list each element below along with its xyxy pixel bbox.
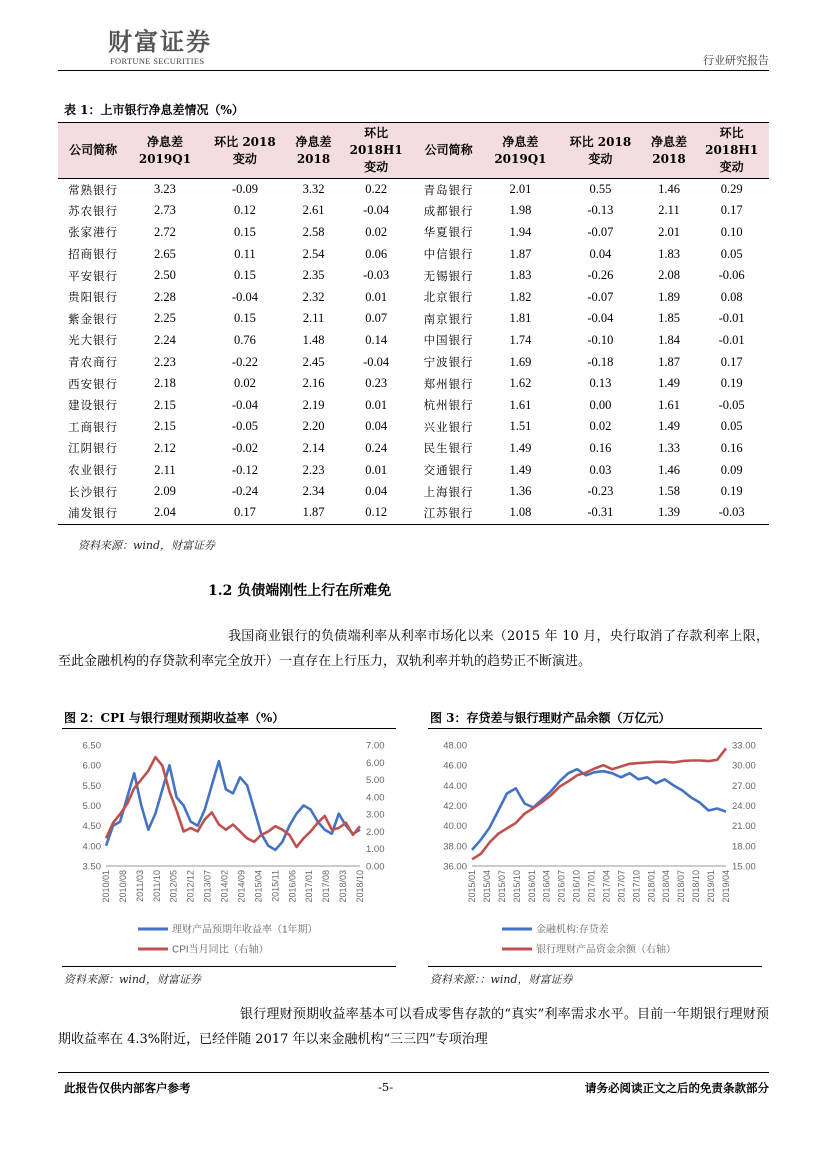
figure2-top-rule (62, 728, 396, 729)
x-tick-label: 2015/01 (467, 870, 477, 903)
table-cell: 2.34 (302, 484, 325, 499)
deposit-loan-gap-chart (428, 732, 762, 964)
x-tick-label: 2016/04 (541, 870, 552, 903)
table-cell: 无锡银行 (423, 268, 474, 283)
x-tick-label: 2013/07 (202, 870, 213, 903)
table-cell: 平安银行 (68, 268, 119, 283)
y-tick-label: 44.00 (443, 780, 467, 792)
table-cell: 0.15 (234, 268, 256, 283)
table-cell: 紫金银行 (68, 311, 119, 326)
table-cell: 2.15 (154, 397, 176, 412)
table-cell: -0.18 (587, 354, 614, 369)
table-cell: 2.18 (154, 376, 176, 391)
x-tick-label: 2014/09 (236, 870, 247, 903)
table-cell: -0.31 (557, 502, 644, 524)
table-cell: 2.09 (154, 484, 176, 499)
legend-label: 银行理财产品资金余额（右轴） (536, 944, 676, 956)
table-cell: 0.16 (589, 440, 612, 455)
table-cell: 0.08 (720, 289, 743, 304)
table-cell: 2.16 (302, 376, 325, 391)
table-cell: -0.10 (587, 332, 614, 347)
y2-tick-label: 3.00 (366, 809, 385, 821)
table-cell: 2.58 (302, 224, 325, 239)
table-cell: -0.04 (231, 289, 258, 304)
y2-tick-label: 18.00 (732, 841, 756, 853)
table-row (58, 438, 769, 460)
legend-label: 金融机构:存贷差 (536, 924, 609, 936)
x-tick-label: 2015/04 (253, 870, 264, 903)
table-cell: 0.19 (720, 484, 743, 499)
table-header-cell: 环比 2018 变动 (557, 123, 644, 179)
y2-tick-label: 2.00 (366, 826, 385, 838)
y2-tick-label: 27.00 (732, 780, 756, 792)
x-tick-label: 2017/01 (304, 870, 315, 903)
table-cell: 贵阳银行 (68, 290, 119, 305)
x-tick-label: 2016/10 (571, 870, 582, 903)
table-cell: 0.22 (365, 182, 388, 197)
table-cell: 北京银行 (423, 290, 474, 305)
table-cell: -0.02 (231, 440, 258, 455)
table-cell: 1.39 (644, 502, 695, 524)
table-cell: 1.87 (509, 246, 532, 261)
x-tick-label: 2016/01 (526, 870, 537, 903)
x-tick-label: 2015/07 (496, 870, 507, 903)
table-cell: 0.16 (720, 440, 743, 455)
table-header-cell: 净息差 2018 (288, 123, 339, 179)
table-cell: 1.49 (658, 376, 680, 391)
x-tick-label: 2018/07 (676, 870, 687, 903)
report-type: 行业研究报告 (703, 54, 769, 67)
legend-label: 理财产品预期年收益率（1年期） (172, 924, 318, 936)
table-cell: -0.03 (363, 268, 390, 283)
table-row (58, 416, 769, 438)
table-cell: 江苏银行 (413, 502, 483, 524)
table-cell: 0.02 (365, 224, 388, 239)
table-cell: -0.06 (718, 268, 745, 283)
table-cell: 0.01 (365, 289, 388, 304)
table-cell: 0.04 (365, 419, 388, 434)
table-cell: -0.04 (231, 397, 258, 412)
y2-tick-label: 33.00 (732, 740, 756, 752)
y-tick-label: 46.00 (443, 760, 467, 772)
table-cell: 0.12 (234, 203, 256, 218)
table-cell: 0.55 (589, 182, 612, 197)
table-cell: 苏农银行 (68, 203, 119, 218)
table-cell: 0.15 (234, 224, 256, 239)
table-cell: 江阴银行 (68, 441, 119, 456)
table-cell: 0.19 (720, 376, 743, 391)
table-cell: 张家港行 (68, 225, 119, 240)
table-cell: 0.01 (365, 397, 388, 412)
table-cell: 宁波银行 (423, 355, 474, 370)
table-row (58, 351, 769, 373)
table-source: 资料来源：wind，财富证券 (78, 539, 216, 552)
table-cell: 民生银行 (423, 441, 474, 456)
y-tick-label: 6.00 (82, 760, 101, 772)
table-cell: 常熟银行 (68, 182, 119, 197)
table-cell: 郑州银行 (423, 376, 474, 391)
figure3-title: 图 3：存贷差与银行理财产品余额（万亿元） (430, 711, 671, 725)
table-cell: 0.00 (589, 397, 612, 412)
table-row (58, 481, 769, 503)
y-tick-label: 4.00 (82, 841, 101, 853)
table-cell: 0.03 (589, 462, 612, 477)
table-cell: -0.04 (587, 311, 614, 326)
table-cell: -0.23 (587, 484, 614, 499)
table-cell: 2.12 (154, 440, 176, 455)
table-cell: 1.81 (509, 311, 532, 326)
x-tick-label: 2018/10 (691, 870, 702, 903)
table-cell: 工商银行 (68, 419, 119, 434)
table-cell: 0.76 (234, 332, 256, 347)
y2-tick-label: 0.00 (366, 861, 385, 873)
series-line-1 (472, 769, 726, 850)
y2-tick-label: 6.00 (366, 757, 385, 769)
table-cell: 2.01 (658, 224, 680, 239)
page-number: -5- (378, 1080, 394, 1094)
x-tick-label: 2011/10 (151, 870, 162, 902)
x-tick-label: 2018/10 (355, 870, 365, 903)
table-cell: 1.98 (509, 203, 532, 218)
table-cell: 2.14 (302, 440, 325, 455)
table-header-cell: 净息差 2019Q1 (484, 123, 557, 179)
table-cell: 1.87 (288, 502, 339, 524)
table-cell: 浦发银行 (58, 502, 128, 524)
table-cell: 1.83 (658, 246, 680, 261)
table-cell: 2.04 (128, 502, 201, 524)
table-row (58, 200, 769, 222)
footer-notice: 此报告仅供内部客户参考 (64, 1081, 191, 1095)
table-cell: 2.11 (154, 462, 176, 477)
y2-tick-label: 21.00 (732, 821, 756, 833)
table-cell: 1.49 (509, 440, 532, 455)
table-cell: 1.94 (509, 224, 532, 239)
table-row (58, 243, 769, 265)
table-header-cell: 公司简称 (58, 123, 128, 179)
table-cell: 0.17 (720, 354, 743, 369)
table-cell: 0.15 (234, 311, 256, 326)
table-cell: 1.08 (484, 502, 557, 524)
table-cell: 0.11 (234, 246, 256, 261)
table-cell: 1.49 (658, 419, 680, 434)
table-cell: -0.01 (718, 332, 745, 347)
x-tick-label: 2017/07 (616, 870, 627, 903)
x-tick-label: 2017/04 (601, 870, 612, 903)
x-tick-label: 2010/01 (101, 870, 111, 903)
table-cell: 0.04 (365, 484, 388, 499)
table-row (58, 330, 769, 352)
y-tick-label: 5.50 (82, 780, 101, 792)
y2-tick-label: 5.00 (366, 775, 385, 787)
section-title: 1.2 负债端刚性上行在所难免 (208, 583, 392, 599)
y2-tick-label: 4.00 (366, 792, 385, 804)
table-cell: 南京银行 (423, 311, 474, 326)
table-cell: 2.32 (302, 289, 325, 304)
series-line-2 (472, 748, 726, 859)
cpi-wmp-yield-chart (62, 732, 396, 964)
table-row (58, 394, 769, 416)
footer-disclaimer: 请务必阅读正文之后的免责条款部分 (585, 1081, 769, 1095)
figure2-bottom-rule (62, 966, 396, 967)
table-cell: 建设银行 (68, 398, 119, 413)
header-divider (58, 70, 769, 71)
y-tick-label: 6.50 (82, 740, 101, 752)
table-cell: 1.48 (302, 332, 325, 347)
table-cell: 2.11 (302, 311, 325, 326)
x-tick-label: 2019/01 (706, 870, 717, 903)
table-cell: 1.46 (658, 462, 680, 477)
table-cell: 1.74 (509, 332, 532, 347)
nim-table (58, 122, 769, 525)
table-cell: 1.46 (658, 182, 680, 197)
table-cell: 华夏银行 (423, 225, 474, 240)
table-cell: 杭州银行 (423, 398, 474, 413)
table-header-cell: 净息差 2019Q1 (128, 123, 201, 179)
y-tick-label: 48.00 (443, 740, 467, 752)
table-cell: 1.82 (509, 289, 532, 304)
table-row (58, 459, 769, 481)
table-cell: 0.05 (720, 419, 743, 434)
table-header-row (58, 123, 769, 179)
table-cell: 0.17 (202, 502, 289, 524)
x-tick-label: 2017/10 (631, 870, 642, 903)
table-row (58, 373, 769, 395)
table-cell: 0.05 (720, 246, 743, 261)
figure3-top-rule (428, 728, 762, 729)
table-cell: 2.72 (154, 224, 176, 239)
table-cell: -0.05 (231, 419, 258, 434)
x-tick-label: 2018/01 (646, 870, 657, 903)
y2-tick-label: 7.00 (366, 740, 385, 752)
table-row (58, 222, 769, 244)
table-row (58, 179, 769, 201)
table-cell: 2.50 (154, 268, 176, 283)
table-cell: 0.07 (365, 311, 388, 326)
table-cell: 兴业银行 (423, 419, 474, 434)
table-cell: 2.35 (302, 268, 325, 283)
y-tick-label: 42.00 (443, 801, 467, 812)
table-cell: 青农商行 (68, 355, 119, 370)
x-tick-label: 2017/01 (586, 870, 597, 903)
table-cell: 西安银行 (68, 376, 119, 391)
table-cell: 3.23 (154, 182, 176, 197)
table-cell: 1.61 (509, 397, 532, 412)
x-tick-label: 2019/04 (721, 870, 731, 903)
table-cell: 0.23 (365, 376, 388, 391)
table-cell: 0.01 (365, 462, 388, 477)
x-tick-label: 2015/11 (270, 870, 281, 902)
table-header-cell: 环比 2018 变动 (202, 123, 289, 179)
table-cell: 1.85 (658, 311, 680, 326)
table-cell: 光大银行 (68, 333, 119, 348)
table-cell: 2.73 (154, 203, 176, 218)
x-tick-label: 2012/05 (168, 870, 179, 903)
table-cell: 0.06 (365, 246, 388, 261)
table-cell: 2.23 (154, 354, 176, 369)
table-cell: 2.20 (302, 419, 325, 434)
table-cell: 0.02 (589, 419, 612, 434)
table-cell: 2.45 (302, 354, 325, 369)
table-cell: 1.69 (509, 354, 532, 369)
x-tick-label: 2018/03 (338, 870, 349, 903)
table-cell: 2.61 (302, 203, 325, 218)
table-title: 表 1：上市银行净息差情况（%） (64, 103, 244, 117)
table-row (58, 308, 769, 330)
x-tick-label: 2014/02 (219, 870, 230, 903)
table-cell: 1.83 (509, 268, 532, 283)
y-tick-label: 36.00 (443, 861, 467, 873)
x-tick-label: 2016/06 (287, 870, 298, 903)
table-cell: 0.13 (589, 376, 612, 391)
company-logo (108, 22, 238, 70)
table-cell: 0.14 (365, 332, 388, 347)
table-cell: 0.04 (589, 246, 612, 261)
table-cell: -0.01 (718, 311, 745, 326)
table-cell: 0.29 (720, 182, 743, 197)
logo-chinese: 财富证券 (108, 27, 212, 56)
table-cell: -0.07 (587, 289, 614, 304)
table-cell: 0.09 (720, 462, 743, 477)
table-cell: -0.07 (587, 224, 614, 239)
figure2-source: 资料来源：wind，财富证券 (64, 973, 202, 986)
table-cell: 上海银行 (423, 484, 474, 499)
legend-label: CPI当月同比（右轴） (172, 944, 269, 956)
x-tick-label: 2012/12 (185, 870, 196, 903)
logo-english: FORTUNE SECURITIES (110, 56, 205, 66)
x-tick-label: 2015/04 (481, 870, 492, 903)
table-cell: 0.10 (720, 224, 743, 239)
y-tick-label: 5.00 (82, 801, 101, 812)
table-cell: 2.15 (154, 419, 176, 434)
table-header-cell: 环比 2018H1 变动 (694, 123, 769, 179)
table-cell: 3.32 (302, 182, 325, 197)
table-cell: 招商银行 (68, 247, 119, 262)
table-cell: 1.58 (658, 484, 680, 499)
x-tick-label: 2017/08 (321, 870, 332, 903)
table-cell: 交通银行 (423, 463, 474, 478)
table-cell: -0.24 (231, 484, 258, 499)
table-cell: 1.87 (658, 354, 680, 369)
table-cell: 中国银行 (423, 333, 474, 348)
table-row (58, 265, 769, 287)
table-cell: 0.12 (339, 502, 414, 524)
table-cell: -0.09 (231, 182, 258, 197)
table-cell: 2.01 (509, 182, 532, 197)
table-cell: 0.17 (720, 203, 743, 218)
table-cell: -0.26 (587, 268, 614, 283)
table-cell: -0.03 (694, 502, 769, 524)
table-cell: 2.65 (154, 246, 176, 261)
y2-tick-label: 24.00 (732, 801, 756, 812)
x-tick-label: 2018/04 (661, 870, 672, 903)
table-cell: 中信银行 (423, 247, 474, 262)
x-tick-label: 2015/10 (511, 870, 522, 903)
y-tick-label: 40.00 (443, 821, 467, 833)
table-cell: 1.49 (509, 462, 532, 477)
figure3-bottom-rule (428, 966, 762, 967)
table-cell: 2.23 (302, 462, 325, 477)
table-row (58, 286, 769, 308)
table-cell: 1.51 (509, 419, 532, 434)
table-cell: 2.19 (302, 397, 325, 412)
y-tick-label: 38.00 (443, 841, 467, 853)
x-tick-label: 2010/08 (117, 870, 128, 903)
table-cell: -0.22 (231, 354, 258, 369)
table-cell: -0.04 (363, 354, 390, 369)
section-paragraph: 我国商业银行的负债端利率从利率市场化以来（2015 年 10 月，央行取消了存款利率上限，至此金融机构的存贷款利率完全放开）一直存在上行压力，双轨利率并轨的趋势正不断演进。 (58, 629, 769, 669)
table-cell: 2.08 (658, 268, 680, 283)
y-tick-label: 4.50 (82, 821, 101, 833)
table-cell: 青岛银行 (423, 182, 474, 197)
table-cell: 2.28 (154, 289, 176, 304)
table-cell: 2.54 (302, 246, 325, 261)
table-cell: 1.62 (509, 376, 532, 391)
table-header-cell: 公司简称 (413, 123, 483, 179)
table-cell: 成都银行 (423, 203, 474, 218)
table-cell: 长沙银行 (68, 484, 119, 499)
table-cell: 1.61 (658, 397, 680, 412)
table-cell: -0.04 (363, 203, 390, 218)
footer-divider (58, 1072, 769, 1073)
table-cell: -0.12 (231, 462, 258, 477)
table-cell: 1.89 (658, 289, 680, 304)
table-cell: 0.02 (234, 376, 256, 391)
figure2-title: 图 2：CPI 与银行理财预期收益率（%） (64, 711, 285, 725)
table-cell: 1.33 (658, 440, 680, 455)
y-tick-label: 3.50 (82, 861, 101, 873)
table-cell: 0.24 (365, 440, 388, 455)
table-cell: 1.36 (509, 484, 532, 499)
table-cell: 2.25 (154, 311, 176, 326)
figure3-source: 资料来源：：wind，财富证券 (430, 973, 573, 986)
x-tick-label: 2011/03 (134, 870, 145, 902)
body-paragraph: 银行理财预期收益率基本可以看成零售存款的“真实”利率需求水平。目前一年期银行理财预期收益率在 4.3%附近，已经伴随 2017 年以来金融机构“三三四”专项治理 (58, 1007, 769, 1047)
table-cell: 农业银行 (68, 463, 119, 478)
table-cell: -0.13 (587, 203, 614, 218)
table-header-cell: 净息差 2018 (644, 123, 695, 179)
table-cell: -0.05 (718, 397, 745, 412)
series-line-2 (106, 757, 360, 847)
x-tick-label: 2016/07 (556, 870, 567, 903)
table-cell: 2.24 (154, 332, 176, 347)
y2-tick-label: 30.00 (732, 760, 756, 772)
y2-tick-label: 1.00 (366, 844, 385, 856)
y2-tick-label: 15.00 (732, 861, 756, 873)
table-row (58, 502, 769, 524)
table-header-cell: 环比 2018H1 变动 (339, 123, 414, 179)
table-cell: 1.84 (658, 332, 680, 347)
table-cell: 2.11 (658, 203, 680, 218)
